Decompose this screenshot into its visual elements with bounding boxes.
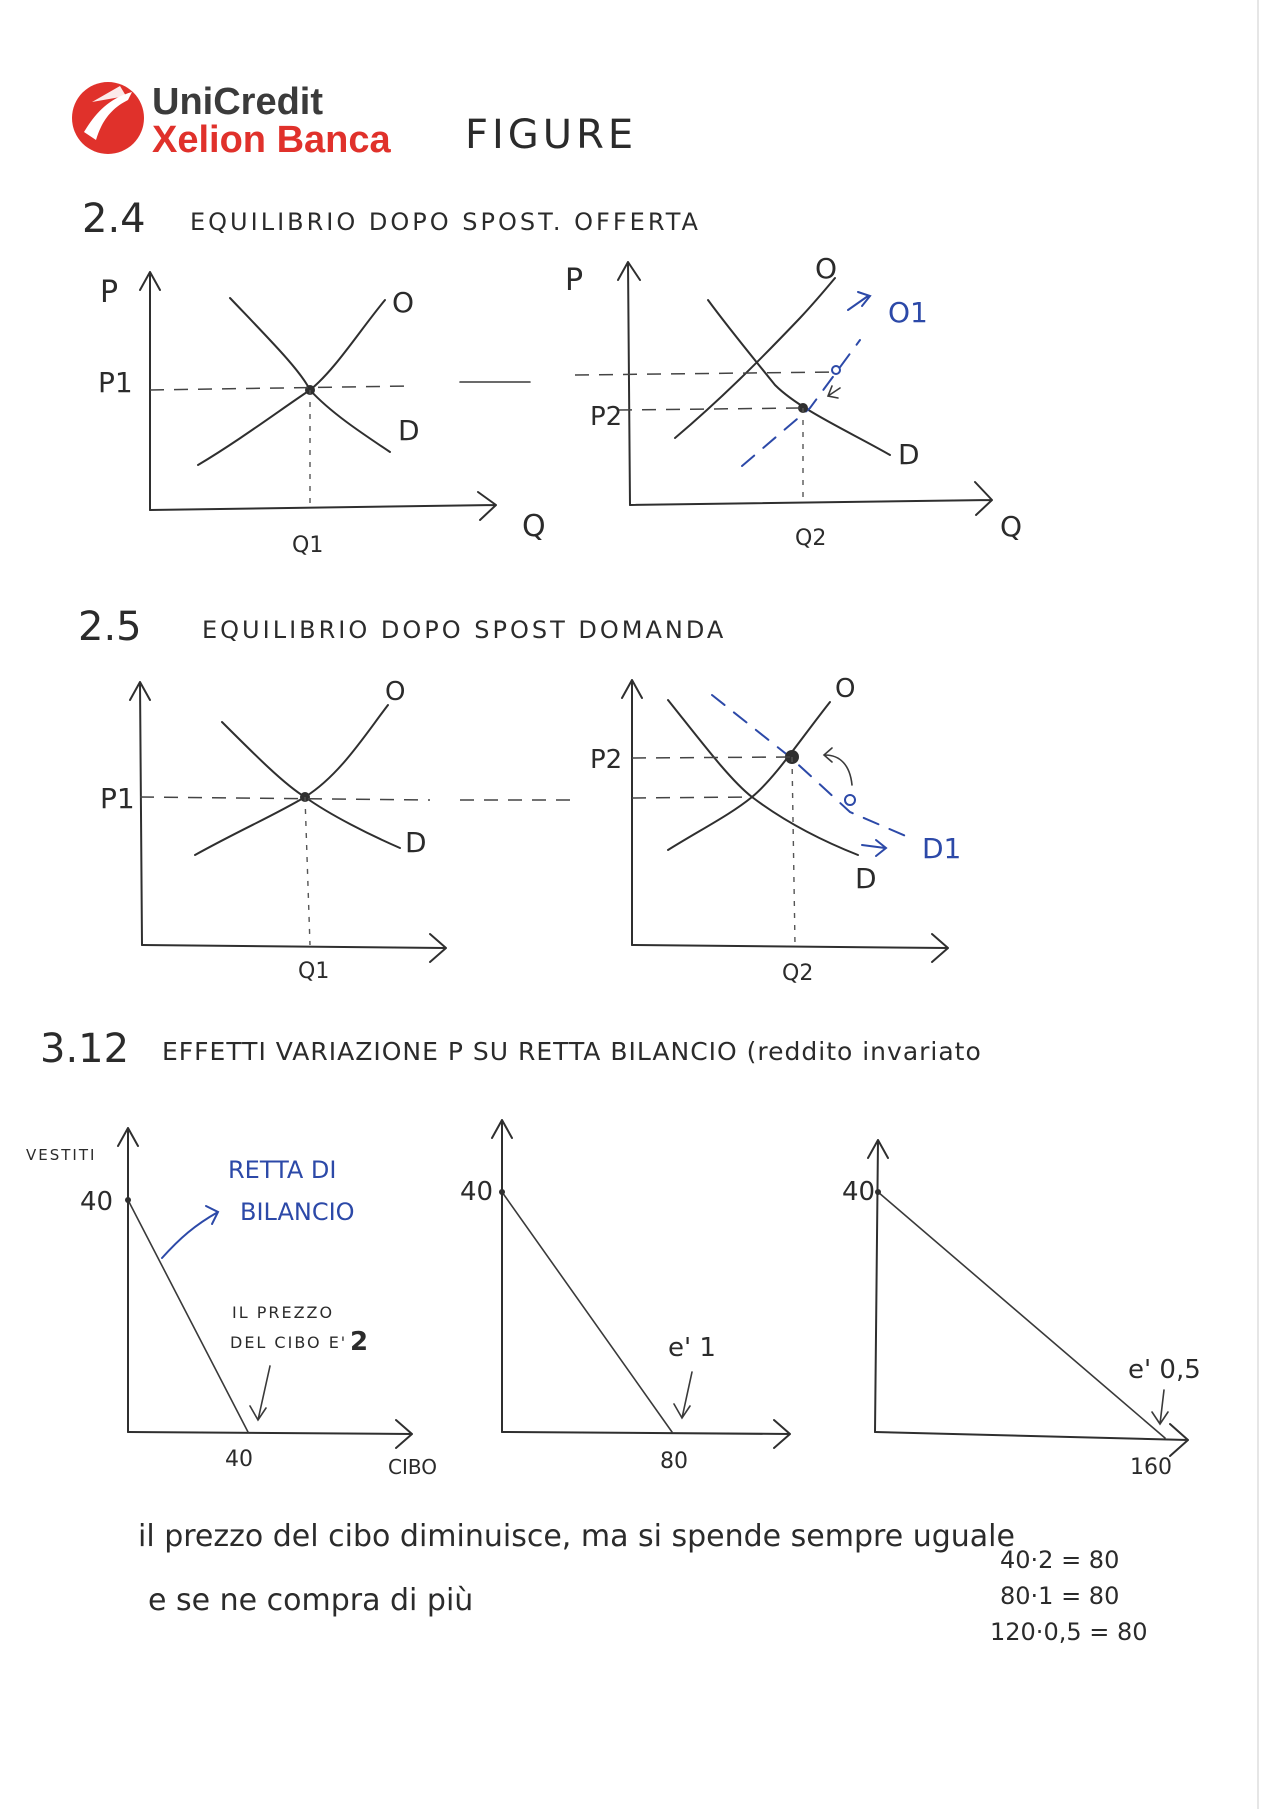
section-number: 2.4: [82, 196, 146, 242]
quantity-label: Q1: [298, 959, 330, 984]
demand-label: D: [855, 862, 877, 895]
x-axis: [150, 492, 496, 520]
y-axis: [140, 272, 160, 510]
price-note: e' 0,5: [1128, 1355, 1201, 1385]
y-axis-label: P: [565, 263, 584, 298]
price-note-2: DEL CIBO E': [230, 1333, 348, 1352]
price-label: P2: [590, 402, 623, 432]
price-value: 2: [350, 1327, 369, 1357]
graph-2-4-right: [565, 252, 1022, 551]
shift-arrow: [862, 840, 886, 856]
note-arrow: [1152, 1390, 1168, 1424]
graph-2-5-left: [100, 677, 446, 984]
note-line-1: il prezzo del cibo diminuisce, ma si spende sempre uguale: [138, 1519, 1015, 1554]
section-2-5: [78, 604, 961, 986]
logo: [72, 81, 391, 161]
supply-curve: [668, 702, 830, 850]
supply-label: O: [385, 677, 406, 707]
y-axis-label: P: [100, 275, 119, 310]
supply-label: O: [835, 674, 856, 704]
price-label: P1: [100, 782, 135, 815]
x-axis-label: Q: [1000, 510, 1023, 543]
x-axis: [630, 482, 992, 515]
supply-label: O: [815, 252, 838, 285]
old-equilibrium-marker: [832, 366, 840, 374]
demand-curve: [708, 300, 890, 455]
y-axis-label: VESTITI: [26, 1146, 97, 1164]
new-supply-label: O1: [888, 296, 928, 329]
budget-line-label-1: RETTA DI: [228, 1156, 337, 1184]
movement-arrow: [824, 748, 852, 785]
x-axis-label: CIBO: [388, 1455, 437, 1479]
graph-2-5-right: [590, 674, 961, 986]
section-number: 2.5: [78, 604, 142, 650]
budget-line-label-2: BILANCIO: [240, 1198, 355, 1226]
x-intercept-label: 80: [660, 1449, 688, 1474]
new-demand-label: D1: [922, 832, 962, 865]
budget-line: [502, 1192, 672, 1432]
note-arrow: [250, 1366, 270, 1420]
quantity-label: Q2: [782, 961, 814, 986]
page-title: FIGURE: [465, 112, 638, 158]
demand-label: D: [898, 438, 920, 471]
old-price-guide: [632, 797, 752, 798]
logo-line-2: Xelion Banca: [152, 119, 391, 161]
y-axis: [622, 680, 642, 945]
section-title: EQUILIBRIO DOPO SPOST DOMANDA: [202, 616, 727, 644]
logo-line-1: UniCredit: [152, 81, 323, 123]
y-intercept-point: [875, 1189, 881, 1195]
price-note-1: IL PREZZO: [232, 1303, 335, 1322]
price-guide-line: [140, 797, 430, 800]
section-2-4: [82, 196, 1022, 558]
supply-curve: [195, 705, 388, 855]
section-title: EFFETTI VARIAZIONE P SU RETTA BILANCIO (reddito invariato: [162, 1037, 982, 1066]
x-intercept-label: 160: [1130, 1455, 1172, 1480]
label-arrow: [162, 1206, 218, 1258]
y-intercept-label: 40: [80, 1187, 114, 1217]
calc-line-2: 80·1 = 80: [1000, 1582, 1120, 1610]
quantity-guide-line: [305, 797, 310, 945]
new-demand-curve: [712, 695, 915, 840]
x-intercept-label: 40: [225, 1447, 253, 1472]
section-number: 3.12: [40, 1026, 130, 1072]
x-axis-label: Q: [522, 509, 546, 544]
x-axis: [128, 1420, 412, 1448]
y-axis: [492, 1120, 512, 1432]
calc-line-3: 120·0,5 = 80: [990, 1618, 1148, 1646]
explanation-note: [138, 1519, 1148, 1646]
demand-label: D: [405, 826, 427, 859]
x-axis: [142, 934, 446, 962]
budget-line: [878, 1192, 1165, 1438]
price-note: e' 1: [668, 1333, 716, 1363]
note-arrow: [674, 1372, 692, 1418]
shift-arrow: [848, 292, 870, 310]
calc-line-1: 40·2 = 80: [1000, 1546, 1120, 1574]
y-intercept-point: [125, 1197, 131, 1203]
y-axis: [618, 262, 640, 505]
old-price-guide: [575, 372, 836, 375]
y-axis: [118, 1128, 138, 1432]
y-intercept-point: [499, 1189, 505, 1195]
demand-label: D: [398, 414, 420, 447]
quantity-label: Q1: [292, 533, 324, 558]
note-line-2: e se ne compra di più: [148, 1583, 474, 1618]
graph-2-4-left: [98, 272, 546, 558]
new-price-guide: [632, 757, 792, 758]
y-intercept-label: 40: [460, 1177, 494, 1207]
section-title: EQUILIBRIO DOPO SPOST. OFFERTA: [190, 208, 701, 236]
x-axis: [632, 934, 948, 962]
section-3-12: [26, 1026, 1201, 1480]
unicredit-logo-icon: [72, 82, 144, 154]
demand-curve: [222, 722, 400, 848]
quantity-label: Q2: [795, 526, 827, 551]
supply-label: O: [392, 286, 415, 319]
quantity-guide-line: [792, 757, 795, 945]
movement-arrow: [828, 386, 840, 398]
budget-line: [128, 1200, 248, 1432]
budget-graph-1: [26, 1128, 437, 1479]
budget-graph-2: [460, 1120, 790, 1474]
new-price-guide: [618, 408, 803, 410]
price-label: P1: [98, 366, 133, 399]
price-label: P2: [590, 745, 623, 775]
supply-curve: [675, 278, 835, 438]
price-guide-line: [150, 386, 410, 390]
old-equilibrium-marker: [845, 795, 855, 805]
y-intercept-label: 40: [842, 1177, 876, 1207]
budget-graph-3: [842, 1140, 1201, 1480]
x-axis: [875, 1424, 1188, 1456]
x-axis: [502, 1420, 790, 1448]
supply-curve: [198, 300, 385, 465]
